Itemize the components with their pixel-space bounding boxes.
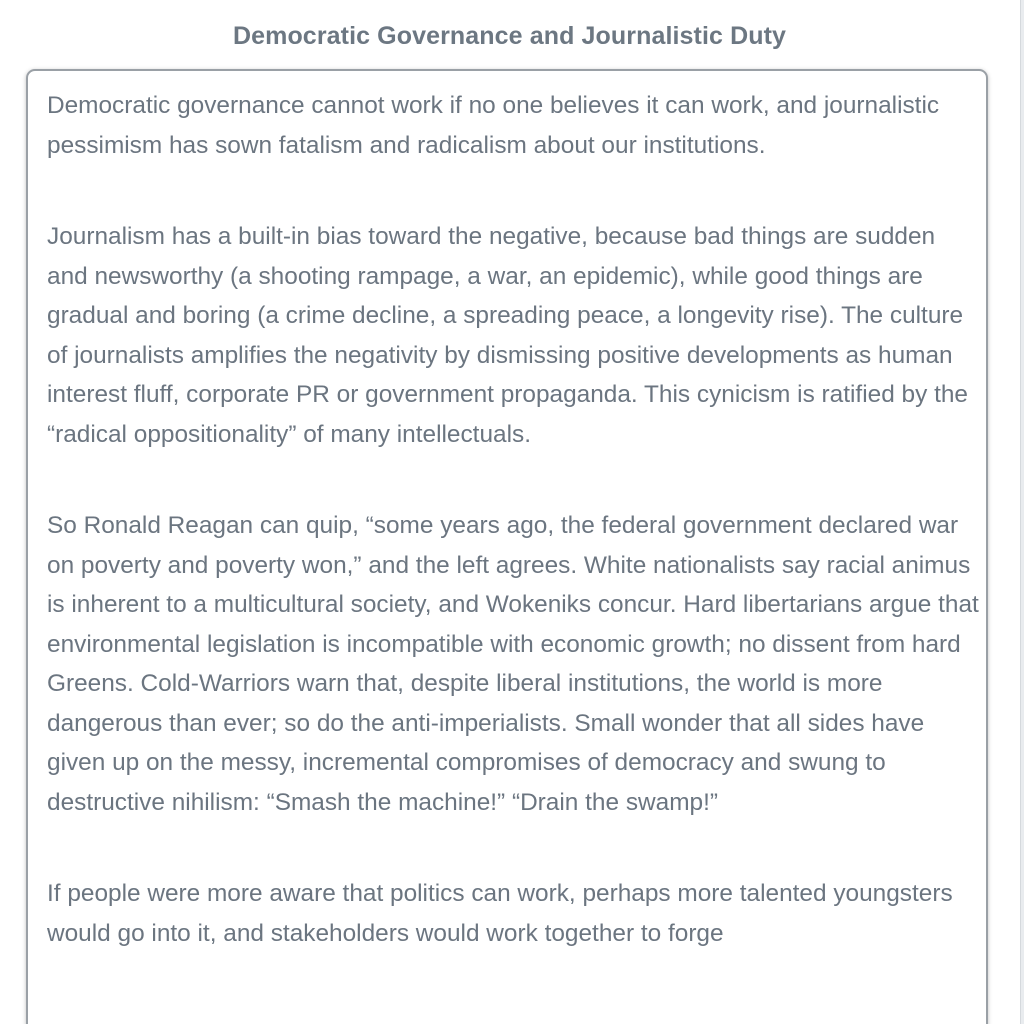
- paragraph-1: Democratic governance cannot work if no one believes it can work, and journalistic pessimism has sown fatalism and radicalism about our institutions.: [47, 92, 940, 159]
- text-area[interactable]: [26, 69, 988, 1024]
- page-edge-divider: [1020, 0, 1024, 1024]
- page-title: Democratic Governance and Journalistic Duty: [232, 22, 787, 50]
- page-edge-line: [1020, 0, 1021, 1024]
- text-content[interactable]: [47, 86, 982, 1005]
- paragraph-3: So Ronald Reagan can quip, “some years ago, the federal government declared war on poverty and poverty won,” and the left agrees. White nationalists say racial animus is inherent to a multicultural society, and Wokeniks concur. Hard libertarians argue that environmental legislation is incompatible with economic growth; no dissent from hard Greens. Cold-Warriors warn that, despite liberal institutions, the world is more dangerous than ever; so do the anti-imperialists. Small wonder that all sides have given up on the messy, incremental compromises of democracy and swung to destructive nihilism: “Smash the machine!” “Drain the swamp!”: [47, 512, 979, 816]
- paragraph-2: Journalism has a built-in bias toward the negative, because bad things are sudden and newsworthy (a shooting rampage, a war, an epidemic), while good things are gradual and boring (a crime decline, a spreading peace, a longevity rise). The culture of journalists amplifies the negativity by dismissing positive developments as human interest fluff, corporate PR or government propaganda. This cynicism is ratified by the “radical oppositionality” of many intellectuals.: [47, 223, 968, 448]
- paragraph-4: If people were more aware that politics can work, perhaps more talented youngsters would go into it, and stakeholders would work together to forge: [47, 880, 953, 947]
